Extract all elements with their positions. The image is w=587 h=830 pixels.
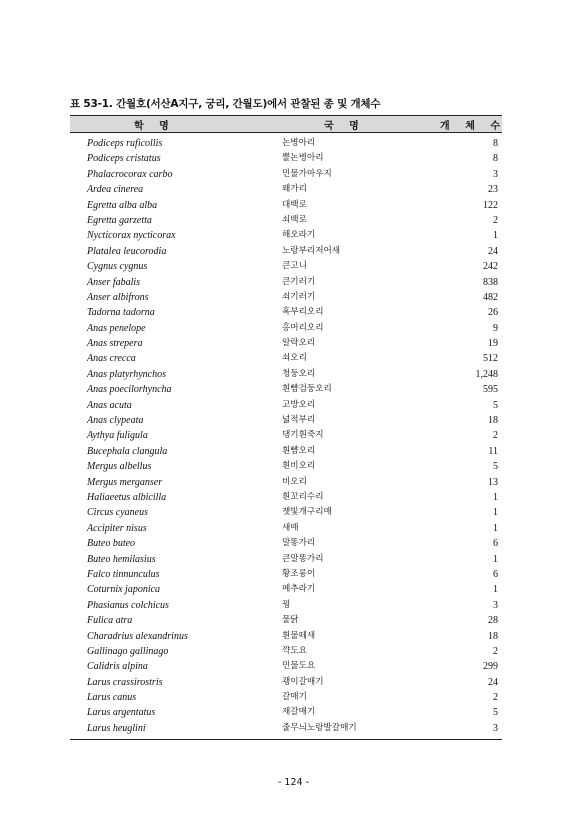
individual-count: 18 — [488, 415, 498, 427]
species-scientific-name: Egretta alba alba — [87, 199, 158, 211]
species-scientific-name: Larus canus — [87, 692, 137, 704]
species-scientific-name: Circus cyaneus — [87, 507, 149, 519]
species-korean-name: 민물가마우지 — [282, 168, 332, 179]
species-korean-name: 쇠오리 — [282, 353, 307, 364]
species-korean-name: 황조롱이 — [282, 568, 316, 579]
table-row — [70, 413, 502, 428]
species-scientific-name: Larus crassirostris — [87, 676, 163, 688]
species-korean-name: 괭이갈매기 — [282, 676, 324, 687]
individual-count: 24 — [488, 676, 498, 688]
header-count: 개 체 수 — [440, 121, 506, 132]
species-scientific-name: Mergus albellus — [87, 461, 152, 473]
species-korean-name: 혹부리오리 — [282, 307, 324, 318]
species-scientific-name: Anas poecilorhyncha — [87, 384, 172, 396]
species-korean-name: 말똥가리 — [282, 538, 316, 549]
species-scientific-name: Anser albifrons — [87, 291, 149, 303]
species-scientific-name: Ardea cinerea — [87, 184, 144, 196]
species-scientific-name: Larus heuglini — [87, 722, 146, 734]
table-row — [70, 459, 502, 474]
table-row — [70, 505, 502, 520]
species-scientific-name: Buteo hemilasius — [87, 553, 156, 565]
species-scientific-name: Anas strepera — [87, 338, 143, 350]
table-row — [70, 151, 502, 166]
species-korean-name: 알락오리 — [282, 338, 316, 349]
species-korean-name: 민물도요 — [282, 661, 316, 672]
table-body — [70, 133, 502, 740]
individual-count: 1,248 — [475, 368, 498, 380]
individual-count: 8 — [493, 138, 498, 149]
table-row — [70, 167, 502, 182]
species-scientific-name: Anas penelope — [87, 322, 146, 334]
species-korean-name: 잿빛개구리매 — [282, 507, 332, 518]
table-row — [70, 721, 502, 736]
table-row — [70, 582, 502, 597]
individual-count: 1 — [493, 230, 498, 242]
table-row — [70, 321, 502, 336]
table-row — [70, 536, 502, 551]
species-scientific-name: Tadorna tadorna — [87, 307, 155, 319]
table-row — [70, 398, 502, 413]
species-scientific-name: Fulica atra — [87, 615, 133, 627]
species-scientific-name: Coturnix japonica — [87, 584, 161, 596]
species-scientific-name: Buteo buteo — [87, 538, 136, 550]
individual-count: 9 — [493, 322, 498, 334]
table-row — [70, 705, 502, 720]
individual-count: 5 — [493, 461, 498, 473]
individual-count: 1 — [493, 491, 498, 503]
individual-count: 299 — [483, 661, 498, 673]
species-scientific-name: Accipiter nisus — [87, 522, 147, 534]
species-korean-name: 댕기흰죽지 — [282, 430, 324, 441]
individual-count: 5 — [493, 399, 498, 411]
species-korean-name: 대백로 — [282, 199, 307, 210]
table-row — [70, 690, 502, 705]
table-row — [70, 475, 502, 490]
individual-count: 18 — [488, 630, 498, 642]
individual-count: 1 — [493, 584, 498, 596]
table-row — [70, 644, 502, 659]
species-korean-name: 홍머리오리 — [282, 322, 324, 333]
species-scientific-name: Anser fabalis — [87, 276, 141, 288]
individual-count: 13 — [488, 476, 498, 488]
individual-count: 8 — [493, 153, 498, 165]
species-scientific-name: Larus argentatus — [87, 707, 156, 719]
individual-count: 2 — [493, 430, 498, 442]
table-row — [70, 552, 502, 567]
individual-count: 6 — [493, 538, 498, 550]
individual-count: 6 — [493, 568, 498, 580]
species-scientific-name: Anas platyrhynchos — [87, 368, 166, 380]
table-row — [70, 259, 502, 274]
individual-count: 3 — [493, 722, 498, 734]
individual-count: 2 — [493, 214, 498, 226]
page-number: - 124 - — [277, 777, 310, 788]
individual-count: 28 — [488, 615, 498, 627]
table-row — [70, 675, 502, 690]
species-scientific-name: Anas crecca — [87, 353, 136, 365]
table-row — [70, 182, 502, 197]
table-row — [70, 136, 502, 151]
species-korean-name: 큰말똥가리 — [282, 553, 324, 564]
header-scientific-name: 학 명 — [134, 121, 175, 132]
species-scientific-name: Gallinago gallinago — [87, 645, 169, 657]
species-korean-name: 흰물떼새 — [282, 630, 316, 641]
species-scientific-name: Podiceps cristatus — [87, 153, 161, 165]
individual-count: 5 — [493, 707, 498, 719]
species-korean-name: 논병아리 — [282, 138, 316, 148]
table-row — [70, 444, 502, 459]
table-row — [70, 382, 502, 397]
individual-count: 242 — [483, 261, 498, 273]
species-scientific-name: Haliaeetus albicilla — [87, 491, 167, 503]
species-scientific-name: Charadrius alexandrinus — [87, 630, 188, 642]
individual-count: 2 — [493, 645, 498, 657]
individual-count: 1 — [493, 522, 498, 534]
table-row — [70, 336, 502, 351]
species-scientific-name: Falco tinnunculus — [87, 568, 160, 580]
individual-count: 3 — [493, 168, 498, 180]
table-row — [70, 305, 502, 320]
species-korean-name: 갈매기 — [282, 692, 307, 703]
species-scientific-name: Cygnus cygnus — [87, 261, 148, 273]
table-row — [70, 598, 502, 613]
table-row — [70, 490, 502, 505]
species-scientific-name: Anas acuta — [87, 399, 132, 411]
species-korean-name: 메추라기 — [282, 584, 316, 595]
species-korean-name: 흰꼬리수리 — [282, 491, 324, 502]
individual-count: 122 — [483, 199, 498, 211]
individual-count: 595 — [483, 384, 498, 396]
species-scientific-name: Phalacrocorax carbo — [87, 168, 173, 180]
table-row — [70, 629, 502, 644]
species-korean-name: 흰뺨검둥오리 — [282, 384, 332, 395]
table-row — [70, 428, 502, 443]
table-row — [70, 351, 502, 366]
species-scientific-name: Platalea leucorodia — [87, 245, 167, 257]
species-scientific-name: Bucephala clangula — [87, 445, 168, 457]
individual-count: 23 — [488, 184, 498, 196]
individual-count: 3 — [493, 599, 498, 611]
table-row — [70, 521, 502, 536]
species-scientific-name: Nycticorax nycticorax — [87, 230, 176, 242]
species-table — [70, 115, 506, 740]
species-korean-name: 재갈매기 — [282, 707, 316, 718]
header-korean-name: 국 명 — [324, 121, 365, 132]
individual-count: 2 — [493, 692, 498, 704]
table-row — [70, 567, 502, 582]
individual-count: 24 — [488, 245, 498, 257]
table-row — [70, 613, 502, 628]
table-row — [70, 290, 502, 305]
species-korean-name: 뿔논병아리 — [282, 153, 324, 164]
species-korean-name: 흰비오리 — [282, 461, 316, 472]
table-caption: 표 53-1. 간월호(서산A지구, 궁리, 간월도)에서 관찰된 종 및 개체수 — [70, 98, 381, 110]
table-row — [70, 198, 502, 213]
table-row — [70, 275, 502, 290]
species-scientific-name: Aythya fuligula — [87, 430, 148, 442]
individual-count: 482 — [483, 291, 498, 303]
table-header — [70, 115, 506, 133]
species-korean-name: 흰뺨오리 — [282, 445, 316, 456]
species-korean-name: 노랑부리저어새 — [282, 245, 341, 256]
table-row — [70, 228, 502, 243]
individual-count: 26 — [488, 307, 498, 319]
individual-count: 11 — [488, 445, 498, 457]
species-scientific-name: Egretta garzetta — [87, 214, 152, 226]
individual-count: 512 — [483, 353, 498, 365]
species-scientific-name: Phasianus colchicus — [87, 599, 169, 611]
table-row — [70, 659, 502, 674]
individual-count: 1 — [493, 553, 498, 565]
species-korean-name: 큰기러기 — [282, 276, 316, 287]
species-scientific-name: Anas clypeata — [87, 415, 144, 427]
species-korean-name: 줄무늬노랑발갈매기 — [282, 722, 357, 733]
species-korean-name: 꺅도요 — [282, 645, 307, 656]
species-korean-name: 새매 — [282, 522, 299, 533]
species-korean-name: 넓적부리 — [282, 415, 316, 426]
species-korean-name: 비오리 — [282, 476, 307, 487]
species-scientific-name: Podiceps ruficollis — [87, 138, 163, 149]
species-korean-name: 큰고니 — [282, 261, 307, 272]
species-korean-name: 꿩 — [282, 599, 291, 610]
species-scientific-name: Mergus merganser — [87, 476, 163, 488]
table-row — [70, 367, 502, 382]
species-korean-name: 쇠백로 — [282, 214, 307, 225]
individual-count: 838 — [483, 276, 498, 288]
individual-count: 19 — [488, 338, 498, 350]
species-korean-name: 쇠기러기 — [282, 291, 316, 302]
table-row — [70, 213, 502, 228]
species-korean-name: 물닭 — [282, 615, 299, 626]
species-korean-name: 왜가리 — [282, 184, 307, 195]
species-korean-name: 청둥오리 — [282, 368, 316, 379]
species-korean-name: 해오라기 — [282, 230, 316, 241]
individual-count: 1 — [493, 507, 498, 519]
table-row — [70, 244, 502, 259]
species-scientific-name: Calidris alpina — [87, 661, 148, 673]
species-korean-name: 고방오리 — [282, 399, 316, 410]
